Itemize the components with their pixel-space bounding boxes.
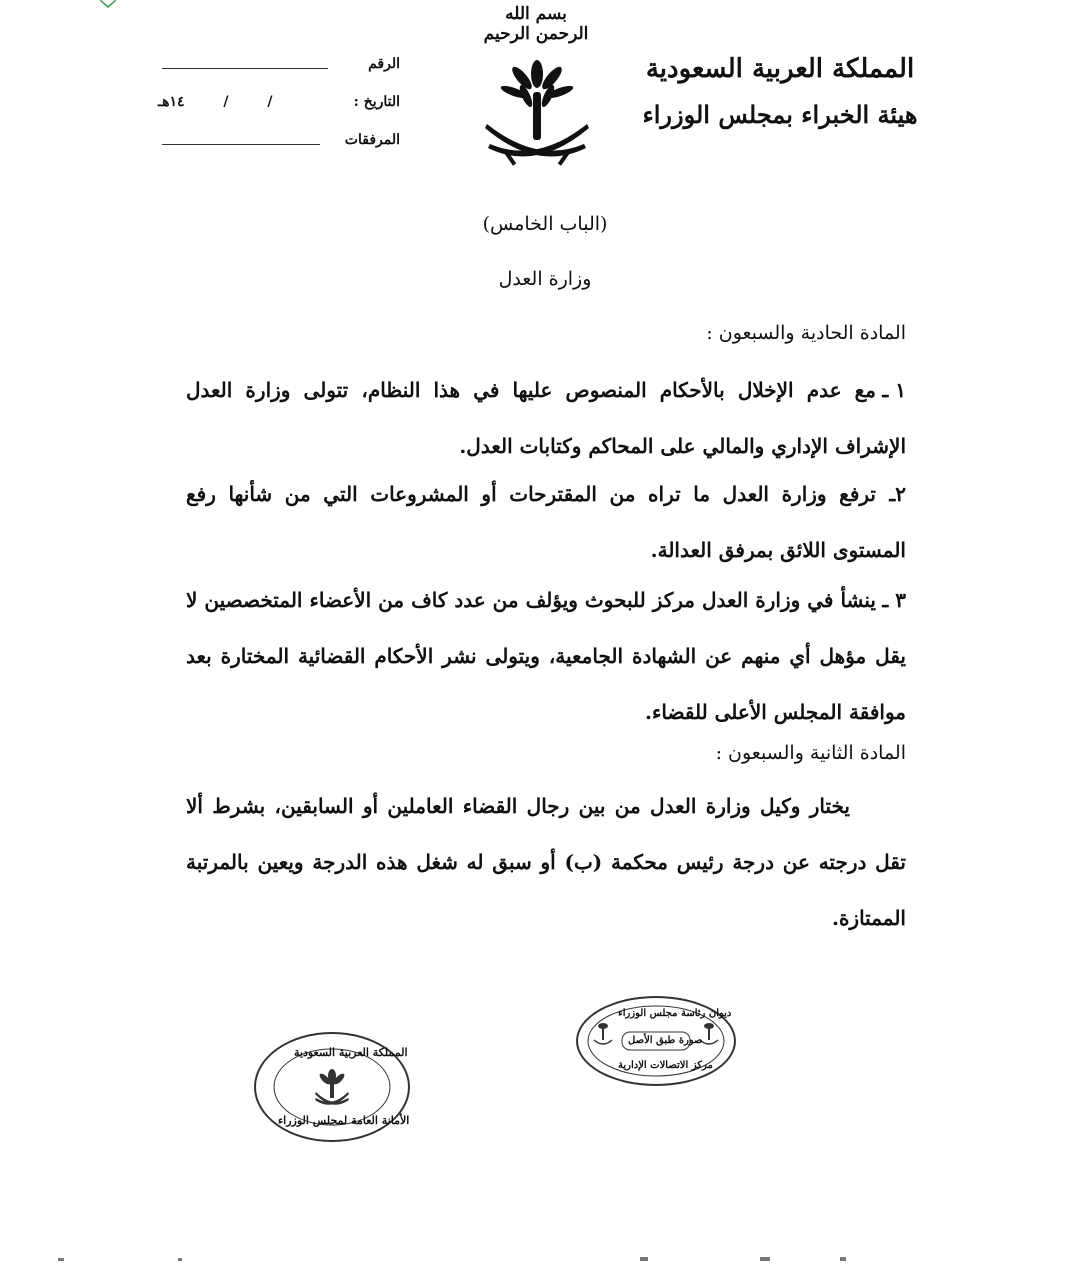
stamp-right-bottom-text: مركز الاتصالات الإدارية [618,1060,713,1071]
clause-number: ٢ـ [889,482,906,506]
chapter-title: (الباب الخامس) [482,213,608,235]
organization-name: المملكة العربية السعودية [645,54,915,84]
date-row [150,94,400,120]
article-71-clause-2 [186,466,906,578]
clause-text: مع عدم الإخلال بالأحكام المنصوص عليها في هذا النظام، تتولى وزارة العدل الإشراف الإداري والمالي على المحاكم وكتابات العدل. [186,378,906,458]
clause-number: ٣ ـ [882,588,906,612]
organization-subtitle: هيئة الخبراء بمجلس الوزراء [642,100,918,129]
date-label: التاريخ : [353,94,400,110]
palm-swords-emblem-icon [482,52,592,182]
footer-scan-marks [0,1254,1092,1264]
article-72-body: يختار وكيل وزارة العدل من بين رجال القضاء العاملين أو السابقين، بشرط ألا تقل درجته عن درجة رئيس محكمة (ب) أو سبق له شغل هذه الدرجة ويعين بالمرتبة الممتازة. [186,794,906,930]
clause-text: ينشأ في وزارة العدل مركز للبحوث ويؤلف من عدد كاف من الأعضاء المتخصصين لا يقل مؤهل أي منهم عن الشهادة الجامعية، ويتولى نشر الأحكام القضائية المختارة بعد موافقة المجلس الأعلى للقضاء. [186,588,906,724]
date-value: / / ١٤هـ [158,94,273,110]
attachments-line [162,144,320,145]
article-71-title: المادة الحادية والسبعون : [706,322,906,344]
stamp-right-top-text: ديوان رئاسة مجلس الوزراء [618,1008,732,1019]
article-72-text [186,778,906,946]
ministry-title: وزارة العدل [498,268,592,290]
stamp-left-top-text: المملكة العربية السعودية [294,1046,408,1059]
article-72-title: المادة الثانية والسبعون : [715,742,906,764]
basmala: بسم الله الرحمن الرحيم [483,4,589,44]
official-stamp-left [254,1032,410,1142]
article-71-clause-3 [186,572,906,740]
attachments-label: المرفقات [344,132,400,148]
reference-line [162,68,328,69]
attachments-row [150,132,400,158]
stamp-left-bottom-text: الأمانة العامة لمجلس الوزراء [278,1114,410,1127]
reference-number-row [150,56,400,82]
stamp-right-middle-text: صورة طبق الأصل [628,1035,703,1046]
article-71-clause-1 [186,362,906,474]
reference-label: الرقم [368,56,400,72]
official-stamp-right [576,996,736,1086]
clause-number: ١ ـ [882,378,906,402]
clause-text: ترفع وزارة العدل ما تراه من المقترحات أو المشروعات التي من شأنها رفع المستوى اللائق بمرفق العدالة. [186,482,906,562]
corner-mark-icon [100,0,116,8]
